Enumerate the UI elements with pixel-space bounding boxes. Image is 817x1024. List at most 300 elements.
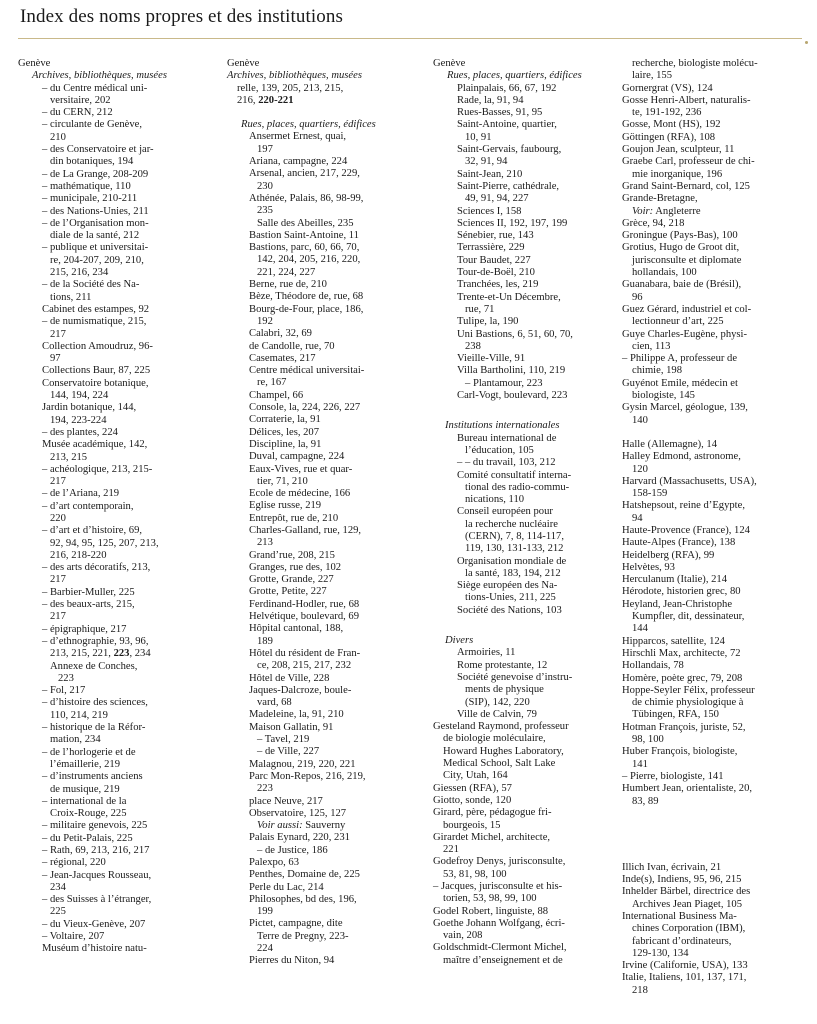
index-entry: – Rath, 69, 213, 216, 217: [42, 845, 150, 856]
index-entry: – Philippe A, professeur de: [622, 353, 738, 365]
index-entry: Goldschmidt-Clermont Michel,: [433, 942, 567, 954]
index-entry: – des Suisses à l’étranger,: [42, 894, 152, 906]
index-entry: 217: [50, 476, 66, 488]
index-entry: Hérodote, historien grec, 80: [622, 586, 741, 598]
section-heading: Archives, bibliothèques, musées: [32, 70, 167, 82]
index-entry: Guye Charles-Eugène, physi-: [622, 328, 748, 340]
index-entry: 98, 100: [632, 734, 664, 746]
index-entry: Siège européen des Na-: [457, 580, 558, 592]
index-column-1: [18, 58, 202, 956]
index-entry: (SIP), 142, 220: [465, 696, 530, 708]
index-entry: de musique, 219: [50, 783, 120, 795]
index-entry: 223: [58, 672, 74, 684]
index-entry: Maison Gallatin, 91: [249, 721, 334, 733]
index-entry: Rade, la, 91, 94: [457, 94, 524, 106]
index-entry: 217: [50, 328, 66, 340]
index-entry: Bureau international de: [457, 432, 557, 444]
index-entry: Humbert Jean, orientaliste, 20,: [622, 783, 753, 795]
index-entry: Inde(s), Indiens, 95, 96, 215: [622, 874, 742, 886]
index-entry: Tübingen, RFA, 150: [632, 709, 719, 721]
index-entry: versitaire, 202: [50, 94, 111, 106]
entry-spacer: [622, 808, 806, 826]
index-entry: Goujon Jean, sculpteur, 11: [622, 144, 735, 156]
index-entry: – militaire genevois, 225: [42, 820, 148, 832]
index-entry: 221, 224, 227: [257, 266, 316, 278]
index-entry: – de l’Organisation mon-: [42, 217, 149, 229]
index-entry: Archives Jean Piaget, 105: [632, 898, 743, 910]
section-heading: Institutions internationales: [445, 420, 560, 432]
index-entry: 225: [50, 906, 66, 918]
index-entry: Trente-et-Un Décembre,: [457, 291, 561, 303]
index-entry: – Pierre, biologiste, 141: [622, 770, 724, 782]
index-entry: (CERN), 7, 8, 114-117,: [465, 530, 564, 542]
index-entry: – Barbier-Muller, 225: [42, 586, 135, 598]
index-entry: vard, 68: [257, 697, 292, 709]
index-entry: re, 204-207, 209, 210,: [50, 254, 144, 266]
index-entry: te, 191-192, 236: [632, 107, 702, 119]
index-entry: Berne, rue de, 210: [249, 279, 327, 291]
index-entry: Hôpital cantonal, 188,: [249, 623, 344, 635]
index-entry: Illich Ivan, écrivain, 21: [622, 861, 722, 873]
index-entry: Collections Baur, 87, 225: [42, 365, 151, 377]
see-also-entry: Voir: Angleterre: [632, 205, 701, 217]
index-entry: Jardin botanique, 144,: [42, 402, 137, 414]
index-entry: 158-159: [632, 488, 668, 500]
index-entry: 96: [632, 291, 643, 303]
index-entry: Heidelberg (RFA), 99: [622, 549, 715, 561]
index-entry: Genève: [18, 58, 51, 69]
index-entry: Villa Bartholini, 110, 219: [457, 365, 566, 377]
index-entry: Guyénot Emile, médecin et: [622, 377, 738, 389]
index-entry: la santé, 183, 194, 212: [465, 567, 561, 579]
index-entry: Guez Gérard, industriel et col-: [622, 303, 752, 315]
index-entry: cien, 113: [632, 340, 671, 352]
index-column-2: [227, 58, 411, 968]
index-entry: Haute-Alpes (France), 138: [622, 537, 736, 549]
index-entry: Tranchées, les, 219: [457, 279, 539, 291]
index-entry: Medical School, Salt Lake: [443, 758, 556, 770]
index-entry: – de Justice, 186: [257, 844, 328, 856]
index-entry: 142, 204, 205, 216, 220,: [257, 254, 361, 266]
index-entry: – de La Grange, 208-209: [42, 168, 149, 180]
index-entry: Pictet, campagne, dite: [249, 918, 343, 930]
index-entry: l’éducation, 105: [465, 444, 534, 456]
index-entry: – d’histoire des sciences,: [42, 697, 148, 709]
index-entry: 221: [443, 844, 459, 856]
index-entry: – du Vieux-Genève, 207: [42, 918, 146, 930]
index-entry: – des Conservatoire et jar-: [42, 144, 154, 156]
index-entry: 144, 194, 224: [50, 390, 109, 402]
index-entry: Rues-Basses, 91, 95: [457, 107, 543, 119]
index-entry: 238: [465, 340, 481, 352]
index-entry: Salle des Abeilles, 235: [257, 217, 354, 229]
index-entry: Société genevoise d’instru-: [457, 671, 573, 683]
index-entry: Terrassière, 229: [457, 242, 525, 254]
index-entry: din botaniques, 194: [50, 156, 134, 168]
index-entry: 213: [257, 537, 273, 549]
index-entry: ce, 208, 215, 217, 232: [257, 660, 352, 672]
index-entry: Tour Baudet, 227: [457, 254, 531, 266]
index-entry: 234: [50, 881, 66, 893]
index-entry: – du Petit-Palais, 225: [42, 832, 133, 844]
index-entry: 192: [257, 315, 273, 327]
index-entry: Helvétique, boulevard, 69: [249, 611, 360, 623]
index-entry: – des Nations-Unies, 211: [42, 205, 149, 217]
section-heading: Divers: [445, 635, 474, 647]
index-entry: 199: [257, 906, 273, 918]
index-entry: Corraterie, la, 91: [249, 414, 321, 426]
index-entry: 230: [257, 180, 273, 192]
index-entry: Arsenal, ancien, 217, 229,: [249, 168, 360, 180]
index-entry: Musée académique, 142,: [42, 439, 148, 451]
index-entry: Pierres du Niton, 94: [249, 955, 335, 967]
index-entry: Irvine (Californie, USA), 133: [622, 960, 748, 972]
index-entry: 213, 215, 221, 223, 234: [50, 648, 151, 660]
index-entry: l’émaillerie, 219: [50, 758, 121, 770]
index-entry: re, 167: [257, 377, 287, 389]
index-entry: Saint-Gervais, faubourg,: [457, 144, 562, 156]
index-entry: Uni Bastions, 6, 51, 60, 70,: [457, 328, 573, 340]
index-column-3: [433, 58, 617, 967]
index-entry: – de numismatique, 215,: [42, 316, 147, 328]
index-entry: – mathématique, 110: [42, 180, 131, 192]
index-entry: Grand’rue, 208, 215: [249, 549, 335, 561]
index-entry: 120: [632, 463, 648, 475]
index-entry: Graebe Carl, professeur de chi-: [622, 156, 755, 168]
index-entry: Girard, père, pédagogue fri-: [433, 807, 552, 819]
index-entry: Grèce, 94, 218: [622, 217, 685, 229]
index-entry: Calabri, 32, 69: [249, 328, 312, 340]
index-entry: Palexpo, 63: [249, 857, 300, 868]
index-entry: Kumpfler, dit, dessinateur,: [632, 611, 745, 623]
index-entry: Guanabara, baie de (Brésil),: [622, 279, 742, 291]
index-entry: – des plantes, 224: [42, 426, 118, 438]
index-entry: – municipale, 210-211: [42, 193, 138, 205]
index-entry: Centre médical universitai-: [249, 365, 365, 377]
index-entry: Armoiries, 11: [457, 647, 516, 659]
index-entry: Helvètes, 93: [622, 561, 675, 573]
index-entry: – achéologique, 213, 215-: [42, 463, 153, 475]
index-entry: Haute-Provence (France), 124: [622, 524, 750, 536]
index-entry: Champel, 66: [249, 389, 304, 401]
index-entry: 110, 214, 219: [50, 709, 108, 721]
index-entry: Vieille-Ville, 91: [457, 353, 526, 365]
index-entry: Eaux-Vives, rue et quar-: [249, 463, 353, 475]
index-entry: Jaques-Dalcroze, boule-: [249, 684, 352, 696]
index-entry: 140: [632, 414, 648, 426]
index-entry: vain, 208: [443, 930, 483, 942]
index-entry: 224: [257, 943, 273, 955]
index-entry: Grotte, Petite, 227: [249, 586, 327, 598]
index-entry: 144: [632, 623, 648, 635]
index-entry: Gysin Marcel, géologue, 139,: [622, 402, 748, 414]
index-entry: – du Centre médical uni-: [42, 82, 148, 94]
entry-spacer: [433, 402, 617, 420]
index-entry: – Voltaire, 207: [42, 931, 105, 943]
index-entry: Plainpalais, 66, 67, 192: [457, 82, 557, 94]
index-entry: tier, 71, 210: [257, 475, 308, 487]
index-entry: Gosse, Mont (HS), 192: [622, 119, 721, 131]
index-entry: Hipparcos, satellite, 124: [622, 635, 725, 647]
index-entry: tions-Unies, 211, 225: [465, 592, 556, 604]
index-entry: 94: [632, 512, 643, 524]
index-entry: Huber François, biologiste,: [622, 746, 738, 758]
index-entry: Organisation mondiale de: [457, 555, 567, 567]
index-entry: Athénée, Palais, 86, 98-99,: [249, 192, 364, 204]
index-entry: – publique et universitai-: [42, 242, 149, 254]
section-heading: Archives, bibliothèques, musées: [227, 70, 362, 82]
entry-spacer: [622, 826, 806, 844]
entry-spacer: [622, 844, 806, 862]
index-entry: Gesteland Raymond, professeur: [433, 721, 569, 733]
index-entry: de Candolle, rue, 70: [249, 340, 335, 352]
index-entry: 97: [50, 353, 61, 365]
index-entry: la recherche nucléaire: [465, 518, 558, 530]
index-entry: Comité consultatif interna-: [457, 469, 572, 481]
index-entry: – d’art et d’histoire, 69,: [42, 525, 143, 537]
index-entry: Sciences I, 158: [457, 205, 522, 217]
index-entry: – des arts décoratifs, 213,: [42, 562, 151, 574]
index-entry: 83, 89: [632, 795, 659, 807]
index-entry: Penthes, Domaine de, 225: [249, 869, 360, 881]
index-entry: Madeleine, la, 91, 210: [249, 709, 344, 721]
index-entry: Ansermet Ernest, quai,: [249, 131, 347, 143]
index-entry: 223: [257, 783, 273, 795]
index-entry: Saint-Antoine, quartier,: [457, 119, 557, 131]
index-entry: Hirschli Max, architecte, 72: [622, 647, 741, 659]
index-entry: Goethe Johann Wolfgang, écri-: [433, 917, 565, 929]
index-entry: Grotius, Hugo de Groot dit,: [622, 242, 740, 254]
index-entry: 217: [50, 574, 66, 586]
index-entry: International Business Ma-: [622, 911, 737, 922]
index-entry: Perle du Lac, 214: [249, 881, 324, 893]
index-entry: 216, 220-221: [237, 94, 294, 106]
index-entry: Collection Amoudruz, 96-: [42, 340, 153, 352]
index-entry: Ariana, campagne, 224: [249, 156, 348, 168]
index-entry: Rome protestante, 12: [457, 659, 548, 671]
index-entry: Conservatoire botanique,: [42, 377, 149, 389]
index-entry: 216, 218-220: [50, 549, 107, 561]
index-entry: – Tavel, 219: [257, 734, 310, 746]
index-entry: Terre de Pregny, 223-: [257, 930, 349, 942]
index-entry: 210: [50, 131, 66, 143]
index-entry: Carl-Vogt, boulevard, 223: [457, 390, 568, 402]
index-entry: Herculanum (Italie), 214: [622, 574, 728, 586]
index-entry: mation, 234: [50, 734, 101, 746]
index-entry: Bastion Saint-Antoine, 11: [249, 229, 359, 241]
index-entry: diale de la santé, 212: [50, 230, 140, 242]
index-entry: laire, 155: [632, 70, 673, 82]
index-entry: Genève: [227, 58, 260, 69]
index-entry: – épigraphique, 217: [42, 623, 127, 635]
index-entry: 220: [50, 512, 66, 524]
section-heading: Rues, places, quartiers, édifices: [241, 119, 376, 131]
index-entry: Console, la, 224, 226, 227: [249, 402, 361, 414]
index-entry: Grande-Bretagne,: [622, 193, 698, 205]
index-entry: City, Utah, 164: [443, 770, 508, 782]
index-entry: 141: [632, 758, 648, 770]
index-entry: de biologie moléculaire,: [443, 733, 546, 745]
index-entry: 217: [50, 611, 66, 623]
index-entry: Sciences II, 192, 197, 199: [457, 217, 568, 229]
index-entry: Hôtel de Ville, 228: [249, 672, 330, 684]
index-entry: Saint-Pierre, cathédrale,: [457, 180, 560, 192]
index-entry: – Plantamour, 223: [465, 377, 543, 389]
index-entry: Malagnou, 219, 220, 221: [249, 758, 356, 770]
index-entry: relle, 139, 205, 213, 215,: [237, 82, 344, 94]
index-entry: Société des Nations, 103: [457, 604, 562, 616]
index-entry: 189: [257, 635, 273, 647]
index-entry: Hatshepsout, reine d’Egypte,: [622, 500, 745, 512]
index-entry: 10, 91: [465, 131, 492, 143]
index-entry: 129-130, 134: [632, 947, 689, 959]
section-heading: Rues, places, quartiers, édifices: [447, 70, 582, 82]
entry-spacer: [433, 617, 617, 635]
index-entry: 49, 91, 94, 227: [465, 193, 529, 205]
index-entry: torien, 53, 98, 99, 100: [443, 893, 537, 905]
index-entry: Tour-de-Boël, 210: [457, 267, 535, 279]
index-entry: Halle (Allemagne), 14: [622, 438, 718, 450]
see-also-entry: Voir aussi: Sauverny: [257, 820, 346, 832]
index-entry: – d’instruments anciens: [42, 771, 143, 783]
index-entry: Ecole de médecine, 166: [249, 488, 351, 500]
index-entry: Groningue (Pays-Bas), 100: [622, 230, 738, 242]
index-entry: Bastions, parc, 60, 66, 70,: [249, 242, 360, 254]
index-entry: Harvard (Massachusetts, USA),: [622, 475, 757, 487]
corner-dot: [805, 41, 808, 44]
index-entry: 215, 216, 234: [50, 267, 109, 279]
index-entry: Conseil européen pour: [457, 506, 553, 518]
index-entry: recherche, biologiste molécu-: [632, 58, 758, 69]
index-entry: Délices, les, 207: [249, 426, 320, 438]
index-entry: Howard Hughes Laboratory,: [443, 745, 564, 757]
index-entry: Annexe de Conches,: [50, 660, 138, 672]
index-entry: Grand Saint-Bernard, col, 125: [622, 180, 750, 192]
header-rule: [18, 38, 802, 39]
index-entry: biologiste, 145: [632, 390, 695, 402]
index-entry: nications, 110: [465, 494, 525, 506]
index-entry: – Fol, 217: [42, 685, 86, 697]
index-entry: Tulipe, la, 190: [457, 316, 519, 328]
index-entry: Sénebier, rue, 143: [457, 230, 534, 242]
index-entry: 218: [632, 984, 648, 996]
index-entry: Giotto, sonde, 120: [433, 794, 512, 806]
index-entry: Gosse Henri-Albert, naturalis-: [622, 94, 751, 106]
index-entry: de chimie physiologique à: [632, 697, 744, 709]
index-entry: tions, 211: [50, 291, 92, 303]
index-entry: Homère, poète grec, 79, 208: [622, 672, 743, 684]
index-entry: – d’ethnographie, 93, 96,: [42, 635, 149, 647]
index-entry: Hotman François, juriste, 52,: [622, 721, 746, 733]
index-column-4: [622, 58, 806, 997]
index-entry: Bourg-de-Four, place, 186,: [249, 303, 364, 315]
index-entry: – de l’horlogerie et de: [42, 746, 136, 758]
index-entry: Eglise russe, 219: [249, 500, 322, 512]
index-entry: Giessen (RFA), 57: [433, 782, 512, 794]
index-entry: – des beaux-arts, 215,: [42, 599, 135, 611]
page-title: Index des noms propres et des institutions: [20, 6, 343, 27]
index-entry: 194, 223-224: [50, 414, 107, 426]
index-entry: bourgeois, 15: [443, 819, 501, 831]
index-entry: Saint-Jean, 210: [457, 168, 523, 180]
index-entry: Heyland, Jean-Christophe: [622, 598, 733, 610]
index-entry: Discipline, la, 91: [249, 438, 322, 450]
index-entry: 92, 94, 95, 125, 207, 213,: [50, 537, 159, 549]
index-entry: Italie, Italiens, 101, 137, 171,: [622, 972, 747, 984]
index-entry: 53, 81, 98, 100: [443, 868, 507, 880]
index-entry: – Jean-Jacques Rousseau,: [42, 869, 152, 881]
index-entry: – historique de la Réfor-: [42, 722, 146, 734]
index-entry: hollandais, 100: [632, 267, 697, 279]
index-entry: Duval, campagne, 224: [249, 451, 345, 463]
index-entry: Casemates, 217: [249, 352, 316, 364]
index-entry: Philosophes, bd des, 196,: [249, 893, 357, 905]
entry-spacer: [622, 427, 806, 439]
index-entry: Halley Edmond, astronome,: [622, 451, 741, 463]
index-entry: maître d’enseignement et de: [443, 954, 563, 966]
index-entry: – de la Société des Na-: [42, 279, 140, 291]
index-entry: Muséum d’histoire natu-: [42, 943, 147, 955]
index-entry: Hôtel du résident de Fran-: [249, 647, 361, 659]
index-entry: Bèze, Théodore de, rue, 68: [249, 291, 364, 303]
index-entry: – circulante de Genève,: [42, 119, 142, 131]
index-entry: – de l’Ariana, 219: [42, 488, 120, 500]
index-entry: Entrepôt, rue de, 210: [249, 512, 339, 524]
index-entry: – de Ville, 227: [257, 746, 320, 758]
index-entry: lectionneur d’art, 225: [632, 316, 724, 328]
index-entry: place Neuve, 217: [249, 795, 323, 807]
entry-spacer: [227, 107, 411, 119]
index-entry: chimie, 198: [632, 365, 683, 377]
index-entry: Hoppe-Seyler Félix, professeur: [622, 684, 755, 696]
index-entry: Girardet Michel, architecte,: [433, 831, 551, 843]
index-entry: Gornergrat (VS), 124: [622, 82, 713, 94]
index-entry: – d’art contemporain,: [42, 500, 134, 512]
index-entry: Croix-Rouge, 225: [50, 808, 127, 820]
index-entry: 235: [257, 205, 273, 217]
index-entry: jurisconsulte et diplomate: [632, 254, 742, 266]
index-entry: Inhelder Bärbel, directrice des: [622, 886, 751, 898]
index-entry: Granges, rue des, 102: [249, 561, 342, 573]
index-entry: – international de la: [42, 795, 127, 807]
index-entry: ments de physique: [465, 684, 544, 696]
index-entry: – régional, 220: [42, 857, 106, 869]
index-entry: Cabinet des estampes, 92: [42, 303, 150, 315]
index-entry: Hollandais, 78: [622, 660, 684, 672]
index-entry: mie inorganique, 196: [632, 168, 723, 180]
index-entry: chines Corporation (IBM),: [632, 923, 746, 935]
index-entry: Parc Mon-Repos, 216, 219,: [249, 770, 366, 782]
index-entry: Palais Eynard, 220, 231: [249, 832, 350, 844]
index-entry: 119, 130, 131-133, 212: [465, 543, 564, 555]
index-entry: Göttingen (RFA), 108: [622, 131, 716, 143]
index-entry: – du CERN, 212: [42, 107, 113, 119]
index-entry: Grotte, Grande, 227: [249, 574, 334, 586]
index-entry: 197: [257, 143, 273, 155]
index-entry: 213, 215: [50, 451, 88, 463]
index-entry: Genève: [433, 58, 466, 69]
index-entry: – – du travail, 103, 212: [457, 457, 556, 469]
index-entry: rue, 71: [465, 303, 495, 315]
index-entry: 32, 91, 94: [465, 156, 508, 168]
index-entry: – Jacques, jurisconsulte et his-: [433, 881, 563, 892]
index-entry: tional des radio-commu-: [465, 481, 570, 493]
index-entry: Godel Robert, linguiste, 88: [433, 905, 549, 917]
index-entry: fabricant d’ordinateurs,: [632, 935, 732, 947]
index-entry: Observatoire, 125, 127: [249, 807, 347, 819]
index-entry: Ferdinand-Hodler, rue, 68: [249, 598, 360, 610]
index-entry: Ville de Calvin, 79: [457, 708, 537, 720]
